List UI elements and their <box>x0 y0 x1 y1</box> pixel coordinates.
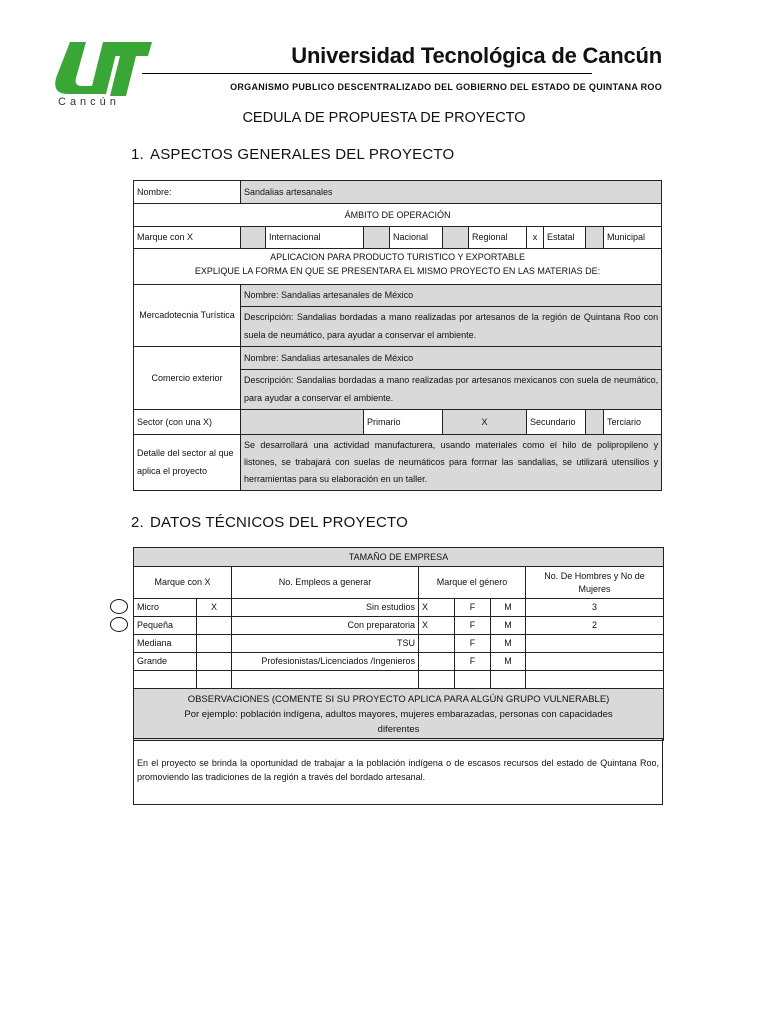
size-label: Grande <box>134 653 197 671</box>
people-count[interactable] <box>526 635 664 653</box>
male-option[interactable]: M <box>491 599 526 617</box>
detalle-label: Detalle del sector al que aplica el proyecto <box>134 435 241 491</box>
education-checkbox[interactable]: X <box>419 617 455 635</box>
observaciones-heading: OBSERVACIONES (COMENTE SI SU PROYECTO APLICA PARA ALGÚN GRUPO VULNERABLE) <box>187 693 610 705</box>
table-row <box>134 653 664 671</box>
size-label: Micro <box>134 599 197 617</box>
people-count[interactable]: 2 <box>526 617 664 635</box>
aplicacion-heading <box>134 249 662 285</box>
nacional-label: Nacional <box>390 227 443 249</box>
table-row <box>134 617 664 635</box>
size-checkbox[interactable] <box>197 671 232 689</box>
education-label: Con preparatoria <box>232 617 419 635</box>
section-2-heading <box>131 514 408 531</box>
micro-circle-mark <box>110 599 128 614</box>
section-2-title: DATOS TÉCNICOS DEL PROYECTO <box>150 514 408 531</box>
col-marque: Marque con X <box>134 567 232 599</box>
education-checkbox[interactable] <box>419 635 455 653</box>
size-checkbox[interactable] <box>197 617 232 635</box>
municipal-checkbox[interactable] <box>586 227 604 249</box>
secundario-checkbox[interactable]: X <box>443 410 527 435</box>
female-option[interactable] <box>455 671 491 689</box>
people-count[interactable]: 3 <box>526 599 664 617</box>
logo-city: Cancún <box>58 96 120 108</box>
municipal-label: Municipal <box>604 227 662 249</box>
terciario-checkbox[interactable] <box>586 410 604 435</box>
male-option[interactable]: M <box>491 653 526 671</box>
mercadotecnia-descripcion[interactable]: Descripción: Sandalias bordadas a mano realizadas por artesanos de la región de Quintana Roo con suela de neumático, para ayudar a conservar el ambiente. <box>241 307 662 347</box>
education-checkbox[interactable] <box>419 653 455 671</box>
pequena-circle-mark <box>110 617 128 632</box>
male-option[interactable]: M <box>491 635 526 653</box>
col-hombres: No. De Hombres y No de Mujeres <box>526 567 664 599</box>
female-option[interactable]: F <box>455 635 491 653</box>
aplicacion-line-1: APLICACION PARA PRODUCTO TURISTICO Y EXPORTABLE <box>270 252 525 262</box>
tamano-heading: TAMAÑO DE EMPRESA <box>134 548 664 567</box>
size-checkbox[interactable]: X <box>197 599 232 617</box>
detalle-value[interactable]: Se desarrollará una actividad manufacturera, usando materiales como el hilo de polipropileno y listones, se trabajará con suelas de neumáticos para formar las sandalias, se utilizará utensilios y herramientas para su elaboración en un taller. <box>241 435 662 491</box>
estatal-label: Estatal <box>544 227 586 249</box>
size-checkbox[interactable] <box>197 653 232 671</box>
general-aspects-table <box>133 180 662 491</box>
section-1-heading <box>131 146 454 163</box>
education-label: Profesionistas/Licenciados /Ingenieros <box>232 653 419 671</box>
education-checkbox[interactable]: X <box>419 599 455 617</box>
section-2-number: 2. <box>131 514 144 531</box>
education-label: TSU <box>232 635 419 653</box>
observaciones-table <box>133 738 663 805</box>
nombre-value[interactable]: Sandalias artesanales <box>241 181 662 204</box>
mercadotecnia-label: Mercadotecnia Turística <box>134 285 241 347</box>
document-title: CEDULA DE PROPUESTA DE PROYECTO <box>242 110 526 126</box>
education-label: Sin estudios <box>232 599 419 617</box>
primario-label: Primario <box>364 410 443 435</box>
size-checkbox[interactable] <box>197 635 232 653</box>
internacional-checkbox[interactable] <box>241 227 266 249</box>
people-count[interactable] <box>526 671 664 689</box>
terciario-label: Terciario <box>604 410 662 435</box>
secundario-label: Secundario <box>527 410 586 435</box>
comercio-descripcion[interactable]: Descripción: Sandalias bordadas a mano realizadas por artesanos mexicanos con suela de neumático, para ayudar a conservar el ambiente. <box>241 370 662 410</box>
university-title: Universidad Tecnológica de Cancún <box>291 43 662 68</box>
ambito-heading: ÁMBITO DE OPERACIÓN <box>134 204 662 227</box>
col-empleos: No. Empleos a generar <box>232 567 419 599</box>
internacional-label: Internacional <box>266 227 364 249</box>
size-label: Pequeña <box>134 617 197 635</box>
female-option[interactable]: F <box>455 617 491 635</box>
sector-label: Sector (con una X) <box>134 410 241 435</box>
primario-checkbox[interactable] <box>241 410 364 435</box>
education-checkbox[interactable] <box>419 671 455 689</box>
organism-subtitle: ORGANISMO PUBLICO DESCENTRALIZADO DEL GOBIERNO DEL ESTADO DE QUINTANA ROO <box>230 82 662 92</box>
estatal-checkbox[interactable]: x <box>527 227 544 249</box>
observaciones-header <box>134 689 664 741</box>
nacional-checkbox[interactable] <box>364 227 390 249</box>
size-label: Mediana <box>134 635 197 653</box>
aplicacion-line-2: EXPLIQUE LA FORMA EN QUE SE PRESENTARA EL MISMO PROYECTO EN LAS MATERIAS DE: <box>194 265 601 276</box>
marque-label: Marque con X <box>134 227 241 249</box>
header-divider <box>142 73 592 74</box>
female-option[interactable]: F <box>455 599 491 617</box>
comercio-label: Comercio exterior <box>134 347 241 410</box>
male-option[interactable]: M <box>491 617 526 635</box>
observaciones-value[interactable]: En el proyecto se brinda la oportunidad de trabajar a la población indígena o de escasos recursos del estado de Quintana Roo, promoviendo las tradiciones de la región a través del bordado artesanal. <box>134 739 663 805</box>
table-row <box>134 599 664 617</box>
section-1-number: 1. <box>131 146 144 163</box>
male-option[interactable] <box>491 671 526 689</box>
comercio-nombre[interactable]: Nombre: Sandalias artesanales de México <box>241 347 662 370</box>
company-size-table <box>133 547 664 741</box>
col-genero: Marque el género <box>419 567 526 599</box>
people-count[interactable] <box>526 653 664 671</box>
regional-checkbox[interactable] <box>443 227 469 249</box>
table-row <box>134 671 664 689</box>
regional-label: Regional <box>469 227 527 249</box>
female-option[interactable]: F <box>455 653 491 671</box>
table-row <box>134 635 664 653</box>
mercadotecnia-nombre[interactable]: Nombre: Sandalias artesanales de México <box>241 285 662 307</box>
section-1-title: ASPECTOS GENERALES DEL PROYECTO <box>150 146 455 163</box>
observaciones-example: Por ejemplo: población indígena, adultos mayores, mujeres embarazadas, personas con capacidades diferentes <box>184 708 613 736</box>
nombre-label: Nombre: <box>134 181 241 204</box>
